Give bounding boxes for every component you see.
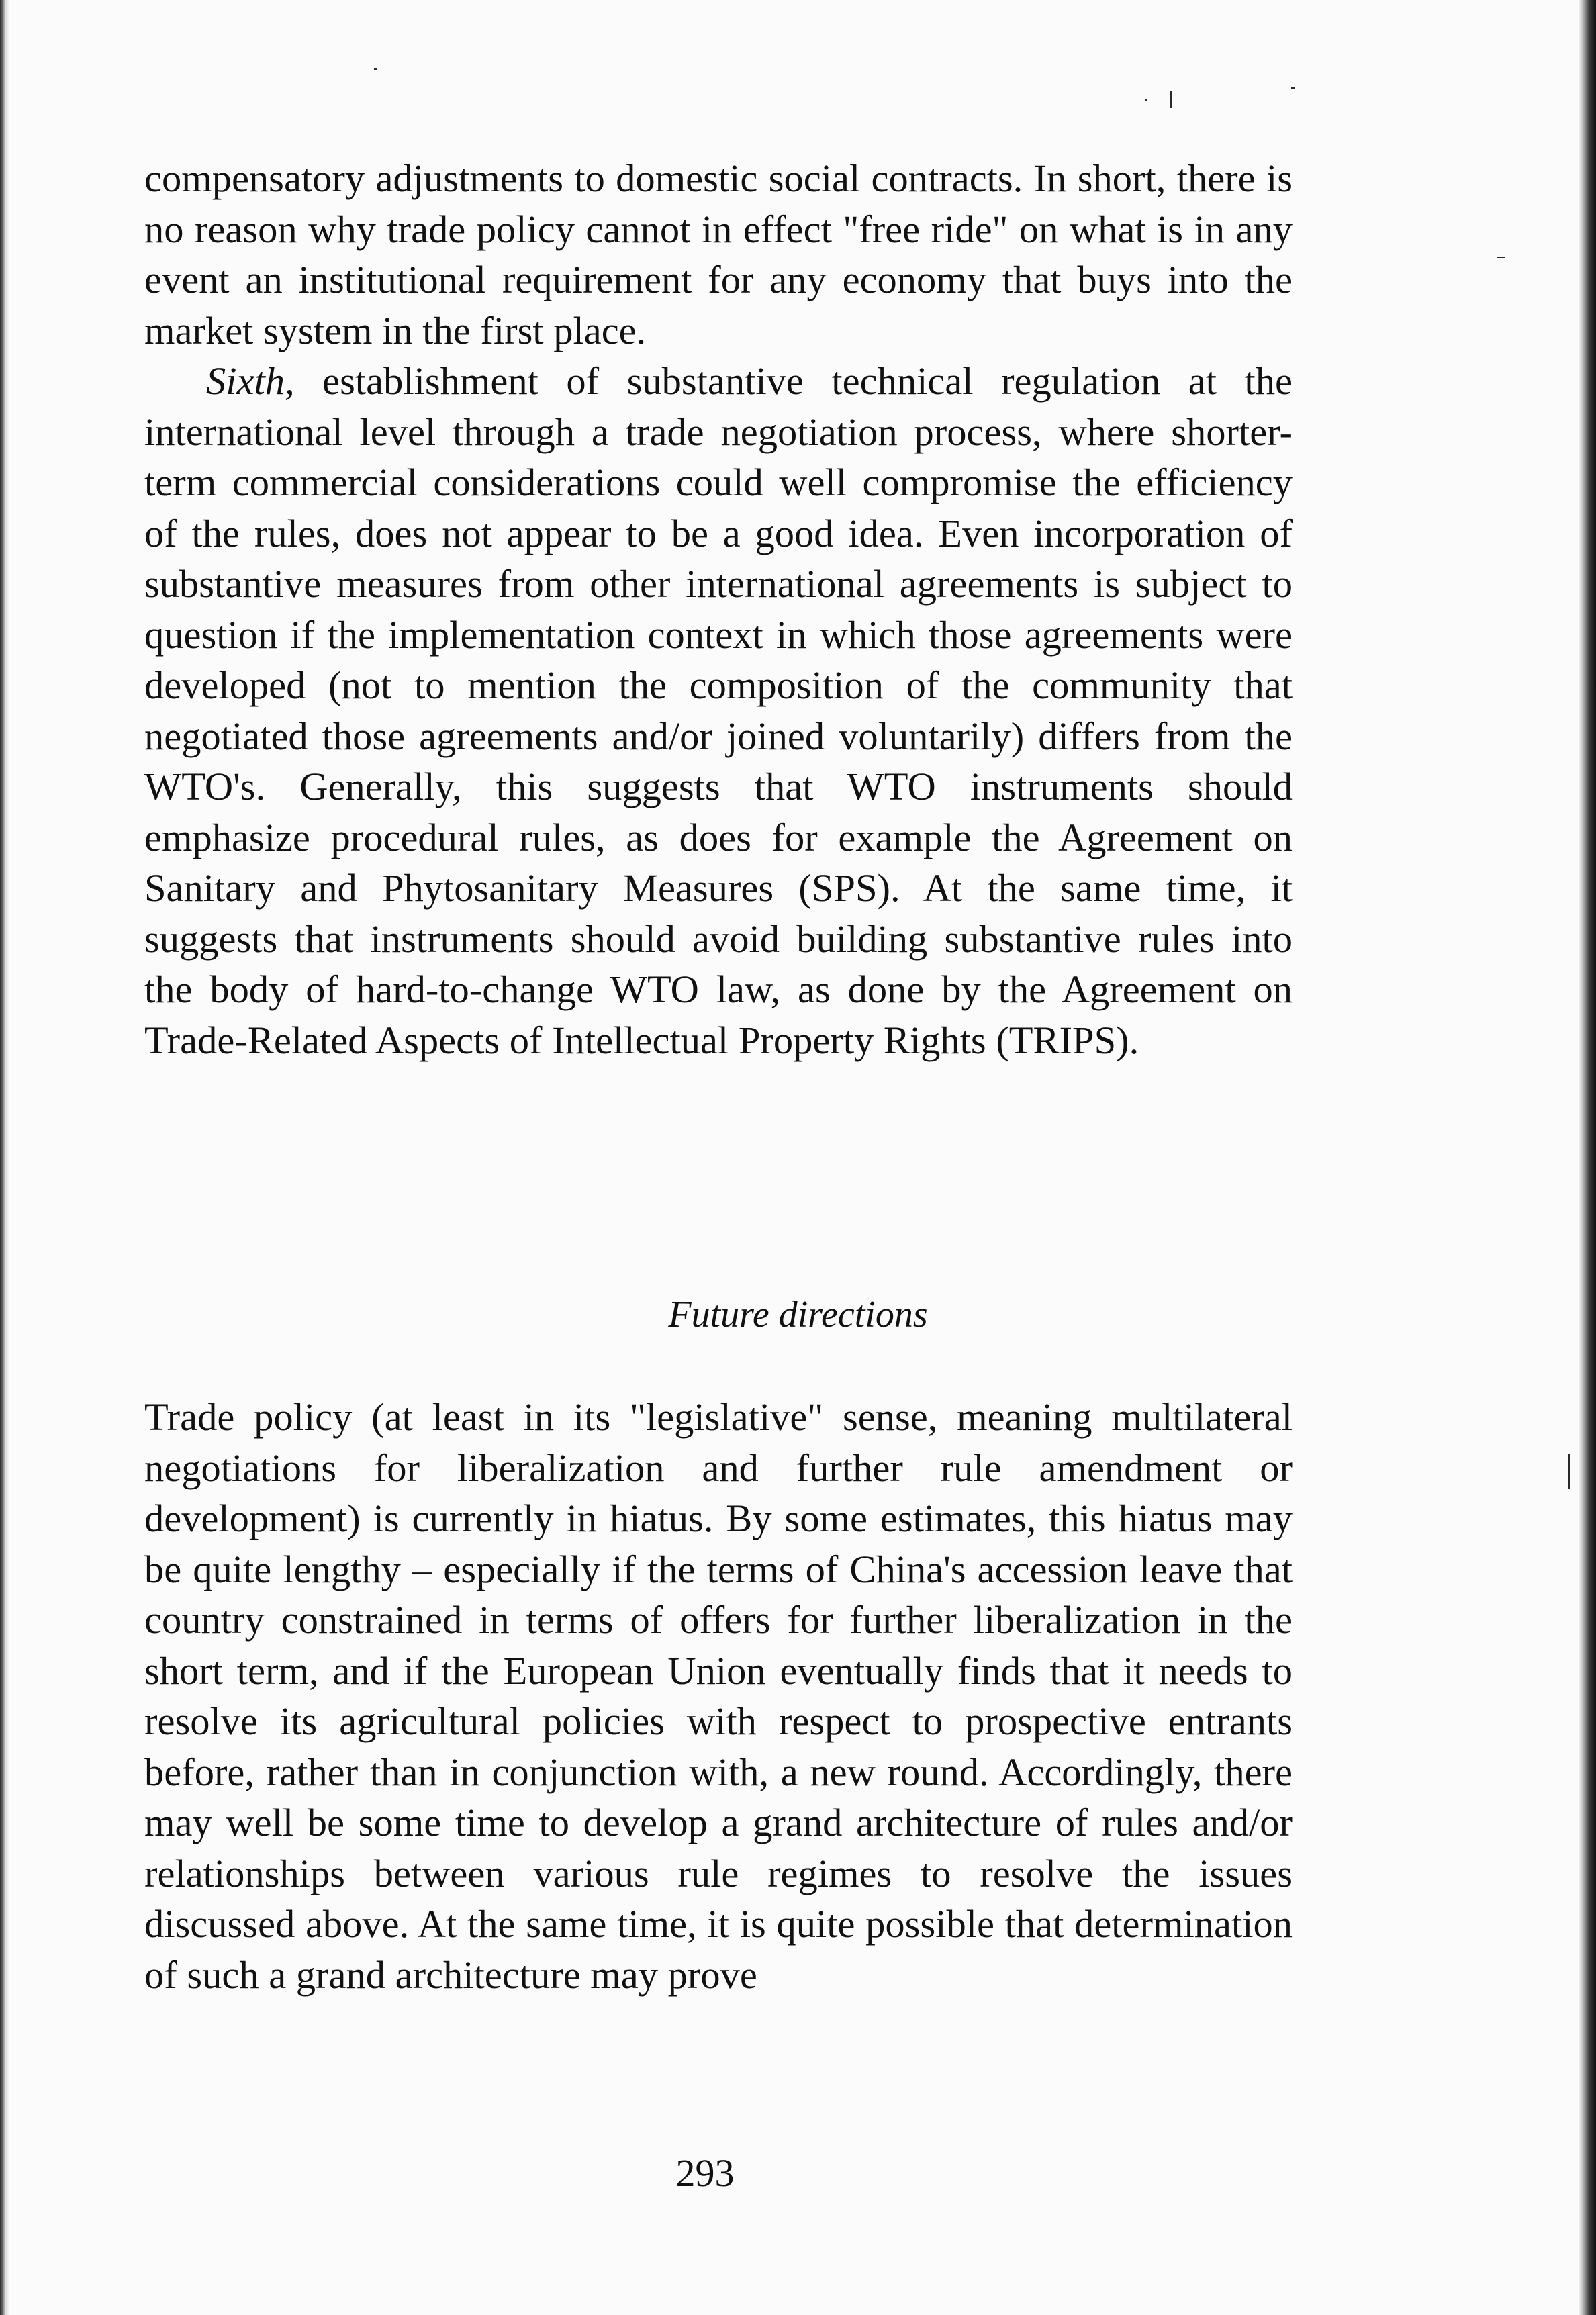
scan-speck	[1291, 87, 1295, 89]
body-text-top	[144, 153, 1293, 1066]
paragraph-text: establishment of substantive technical regulation at the international level through a trade negotiation process, where shorter-term commercial considerations could well compromise the efficiency of the rules, does not appear to be a good idea. Even incorporation of substantive measures from other international agreements is subject to question if the implementation context in which those agreements were developed (not to mention the composition of the community that negotiated those agreements and/or joined voluntarily) differs from the WTO's. Generally, this suggests that WTO instruments should emphasize procedural rules, as does for example the Agreement on Sanitary and Phytosanitary Measures (SPS). At the same time, it suggests that instruments should avoid building substantive rules into the body of hard-to-change WTO law, as done by the Agreement on Trade-Related Aspects of Intellectual Property Rights (TRIPS).	[144, 359, 1293, 1062]
body-text-bottom	[144, 1392, 1293, 2000]
section-heading: Future directions	[668, 1294, 928, 1335]
paragraph-lead-italic: Sixth,	[206, 359, 295, 403]
scan-speck	[1145, 99, 1147, 101]
paragraph-sixth	[144, 356, 1293, 1066]
scan-speck	[1170, 91, 1172, 108]
paragraph-text: compensatory adjustments to domestic social contracts. In short, there is no reason why trade policy cannot in effect "free ride" on what is in any event an institutional requirement for any economy that buys into the market system in the first place.	[144, 156, 1293, 352]
paragraph-future-directions: Trade policy (at least in its "legislative" sense, meaning multilateral negotiations for liberalization and further rule amendment or development) is currently in hiatus. By some estimates, this hiatus may be quite lengthy – especially if the terms of China's accession leave that country constrained in terms of offers for further liberalization in the short term, and if the European Union eventually finds that it needs to resolve its agricultural policies with respect to prospective entrants before, rather than in conjunction with, a new round. Accordingly, there may well be some time to develop a grand architecture of rules and/or relationships between various rule regimes to resolve the issues discussed above. At the same time, it is quite possible that determination of such a grand architecture may prove	[144, 1395, 1293, 1997]
scan-speck	[374, 68, 377, 70]
right-page-edge	[1579, 0, 1596, 2315]
paragraph-continued	[144, 153, 1293, 356]
left-page-edge	[0, 0, 9, 2315]
scan-speck	[1568, 1454, 1570, 1489]
scan-speck	[1497, 257, 1505, 258]
page-number: 293	[675, 2151, 735, 2195]
